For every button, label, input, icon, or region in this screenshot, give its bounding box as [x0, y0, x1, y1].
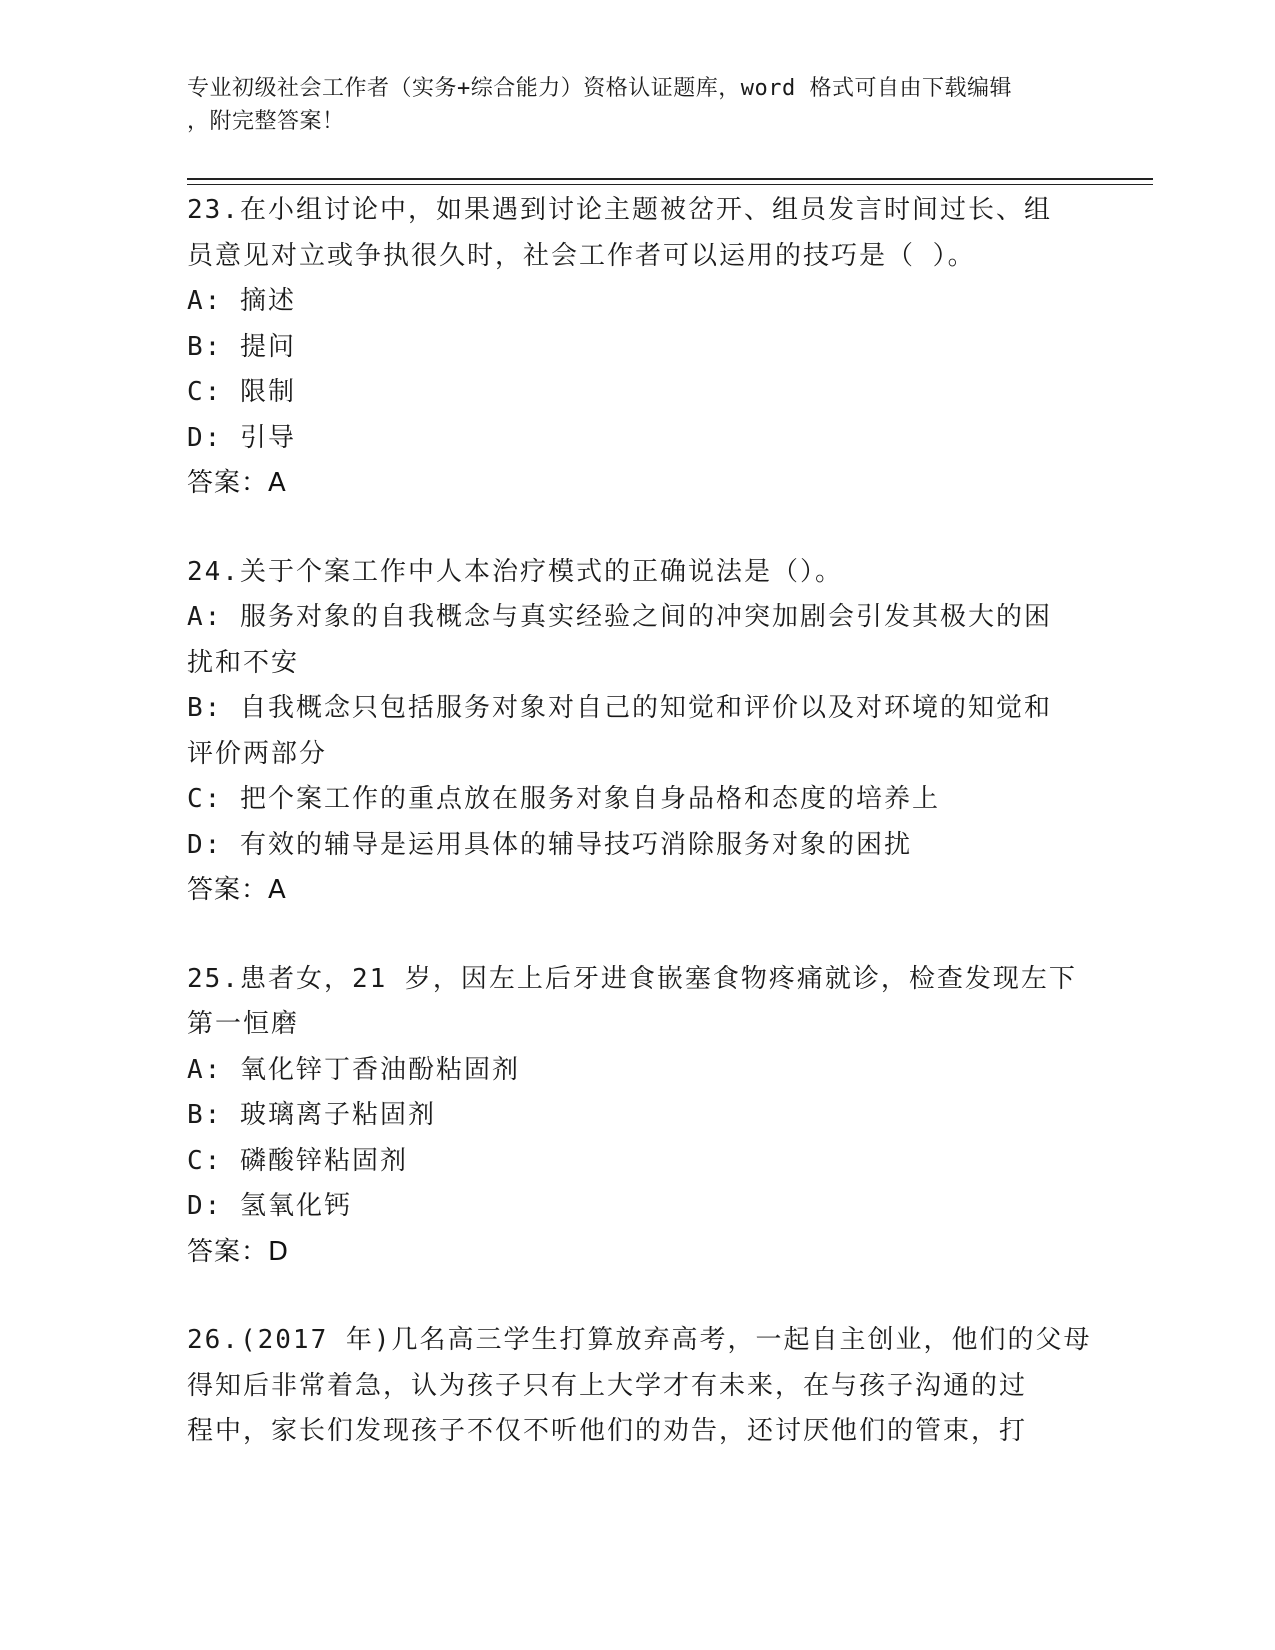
answer-option-line: D: 引导 — [187, 422, 296, 453]
answer-option — [187, 1184, 1087, 1230]
answer-option — [187, 416, 1087, 462]
question-stem-line: 25.患者女，21 岁，因左上后牙进食嵌塞食物疼痛就诊，检查发现左下 — [187, 963, 1077, 994]
answer-option-line: C: 限制 — [187, 377, 296, 407]
answer-option — [187, 279, 1087, 325]
answer-option-line: B: 提问 — [187, 331, 296, 362]
question-stem-line: 员意见对立或争执很久时，社会工作者可以运用的技巧是（ ）。 — [187, 240, 976, 271]
answer-key-label: 答案： — [187, 875, 269, 905]
question-item — [187, 550, 1087, 914]
answer-key-label: 答案： — [187, 468, 269, 498]
answer-key-value: A — [268, 468, 286, 498]
header-title-line-1: 专业初级社会工作者（实务+综合能力）资格认证题库，word 格式可自由下载编辑 — [187, 76, 1012, 101]
answer-key — [187, 461, 1087, 507]
answer-option-line: D: 有效的辅导是运用具体的辅导技巧消除服务对象的困扰 — [187, 829, 912, 860]
answer-key-value: D — [268, 1236, 289, 1267]
answer-option-line: 评价两部分 — [187, 738, 328, 769]
header-divider-thin — [187, 184, 1153, 185]
answer-option-line: A: 氧化锌丁香油酚粘固剂 — [187, 1054, 520, 1085]
document-header — [187, 72, 1077, 138]
header-divider-thick — [187, 178, 1153, 180]
answer-option-line: C: 把个案工作的重点放在服务对象自身品格和态度的培养上 — [187, 784, 940, 814]
answer-option-line: 扰和不安 — [187, 647, 300, 678]
question-item — [187, 188, 1087, 507]
answer-option — [187, 1048, 1087, 1094]
question-item — [187, 957, 1087, 1276]
answer-option-line: A: 摘述 — [187, 286, 296, 316]
answer-option — [187, 1139, 1087, 1185]
question-stem-line: 26.(2017 年)几名高三学生打算放弃高考，一起自主创业，他们的父母 — [187, 1325, 1092, 1355]
question-stem-line: 第一恒磨 — [187, 1009, 300, 1039]
answer-option-line: B: 自我概念只包括服务对象对自己的知觉和评价以及对环境的知觉和 — [187, 693, 1052, 723]
answer-option-line: B: 玻璃离子粘固剂 — [187, 1100, 436, 1130]
answer-option — [187, 595, 1087, 686]
question-stem-line: 23.在小组讨论中，如果遇到讨论主题被岔开、组员发言时间过长、组 — [187, 195, 1052, 225]
question-stem-line: 24.关于个案工作中人本治疗模式的正确说法是（）。 — [187, 556, 843, 587]
answer-option — [187, 1093, 1087, 1139]
answer-option-line: C: 磷酸锌粘固剂 — [187, 1145, 408, 1176]
question-item — [187, 1318, 1092, 1455]
answer-option-line: A: 服务对象的自我概念与真实经验之间的冲突加剧会引发其极大的困 — [187, 602, 1052, 632]
answer-option — [187, 686, 1087, 777]
question-stem-line: 得知后非常着急，认为孩子只有上大学才有未来，在与孩子沟通的过 — [187, 1370, 1028, 1401]
header-title-line-2: ，附完整答案！ — [187, 109, 345, 134]
answer-option — [187, 777, 1087, 823]
answer-key — [187, 1230, 1087, 1276]
question-stem-line: 程中，家长们发现孩子不仅不听他们的劝告，还讨厌他们的管束，打 — [187, 1416, 1028, 1446]
question-list — [187, 188, 1092, 1498]
answer-option — [187, 325, 1087, 371]
answer-key — [187, 868, 1087, 914]
answer-key-value: A — [268, 875, 286, 905]
answer-option — [187, 370, 1087, 416]
answer-key-label: 答案： — [187, 1236, 269, 1267]
answer-option-line: D: 氢氧化钙 — [187, 1191, 352, 1221]
answer-option — [187, 823, 1087, 869]
